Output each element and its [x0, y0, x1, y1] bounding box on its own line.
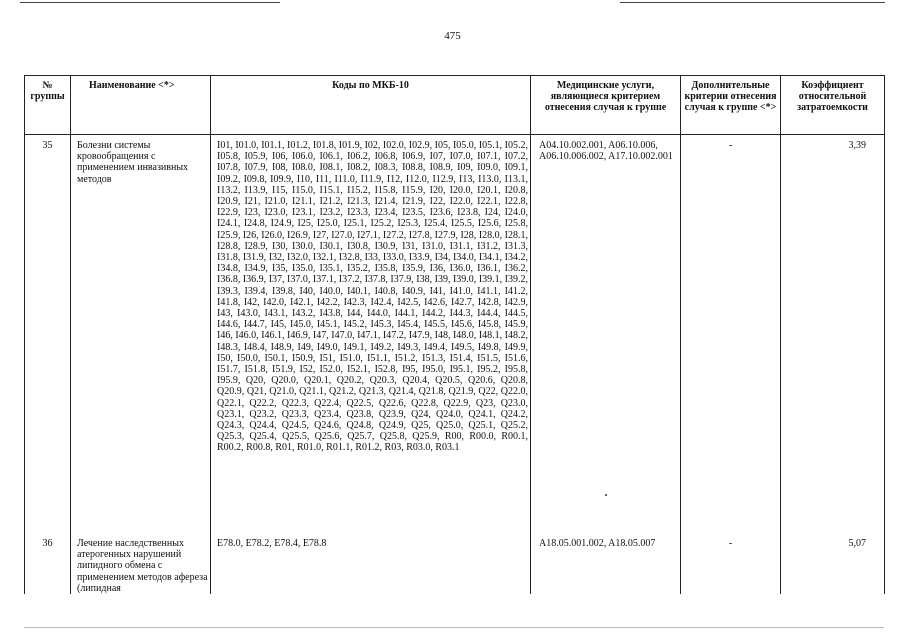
additional-criteria: -: [681, 530, 781, 594]
header-name: Наименование <*>: [71, 76, 211, 135]
cost-coefficient: 3,39: [781, 135, 885, 531]
page-number: 475: [444, 30, 461, 42]
icd-codes: E78.0, E78.2, E78.4, E78.8: [211, 530, 531, 594]
top-edge-line-right: [620, 2, 885, 3]
medical-services: A18.05.001.002, A18.05.007: [531, 530, 681, 594]
icd-codes: I01, I01.0, I01.1, I01.2, I01.8, I01.9, I02, I02.0, I02.9, I05, I05.0, I05.1, I05.2, I05.8, I05.9, I06, I06.0, I06.1, I06.2, I06.8, I06.9, I07, I07.0, I07.1, I07.2, I07.8, I07.9, I08, I08.0, I08.1, I08.2, I08.3, I08.8, I08.9, I09, I09.0, I09.1, I09.2, I09.8, I09.9, I10, I11, I11.0, I11.9, I12, I12.0, I12.9, I13, I13.0, I13.1, I13.2, I13.9, I15, I15.0, I15.1, I15.2, I15.8, I15.9, I20, I20.0, I20.1, I20.8, I20.9, I21, I21.0, I21.1, I21.2, I21.3, I21.4, I21.9, I22, I22.0, I22.1, I22.8, I22.9, I23, I23.0, I23.1, I23.2, I23.3, I23.4, I23.5, I23.6, I23.8, I24, I24.0, I24.1, I24.8, I24.9, I25, I25.0, I25.1, I25.2, I25.3, I25.4, I25.5, I25.6, I25.8, I25.9, I26, I26.0, I26.9, I27, I27.0, I27.1, I27.2, I27.8, I27.9, I28, I28.0, I28.1, I28.8, I28.9, I30, I30.0, I30.1, I30.8, I30.9, I31, I31.0, I31.1, I31.2, I31.3, I31.8, I31.9, I32, I32.0, I32.1, I32.8, I33, I33.0, I33.9, I34, I34.0, I34.1, I34.2, I34.8, I34.9, I35, I35.0, I35.1, I35.2, I35.8, I35.9, I36, I36.0, I36.1, I36.2, I36.8, I36.9, I37, I37.0, I37.1, I37.2, I37.8, I37.9, I38, I39, I39.0, I39.1, I39.2, I39.3, I39.4, I39.8, I40, I40.0, I40.1, I40.8, I40.9, I41, I41.0, I41.1, I41.2, I41.8, I42, I42.0, I42.1, I42.2, I42.3, I42.4, I42.5, I42.6, I42.7, I42.8, I42.9, I43, I43.0, I43.1, I43.2, I43.8, I44, I44.0, I44.1, I44.2, I44.3, I44.4, I44.5, I44.6, I44.7, I45, I45.0, I45.1, I45.2, I45.3, I45.4, I45.5, I45.6, I45.8, I45.9, I46, I46.0, I46.1, I46.9, I47, I47.0, I47.1, I47.2, I47.9, I48, I48.0, I48.1, I48.2, I48.3, I48.4, I48.9, I49, I49.0, I49.1, I49.2, I49.3, I49.4, I49.5, I49.8, I49.9, I50, I50.0, I50.1, I50.9, I51, I51.0, I51.1, I51.2, I51.3, I51.4, I51.5, I51.6, I51.7, I51.8, I51.9, I52, I52.0, I52.1, I52.8, I95, I95.0, I95.1, I95.2, I95.8, I95.9, Q20, Q20.0, Q20.1, Q20.2, Q20.3, Q20.4, Q20.5, Q20.6, Q20.8, Q20.9, Q21, Q21.0, Q21.1, Q21.2, Q21.3, Q21.4, Q21.8, Q21.9, Q22, Q22.0, Q22.1, Q22.2, Q22.3, Q22.4, Q22.5, Q22.6, Q22.8, Q22.9, Q23, Q23.0, Q23.1, Q23.2, Q23.3, Q23.4, Q23.8, Q23.9, Q24, Q24.0, Q24.1, Q24.2, Q24.3, Q24.4, Q24.5, Q24.6, Q24.8, Q24.9, Q25, Q25.0, Q25.1, Q25.2, Q25.3, Q25.4, Q25.5, Q25.6, Q25.7, Q25.8, Q25.9, R00, R00.0, R00.1, R00.2, R00.8, R01, R01.0, R01.1, R01.2, R03, R03.0, R03.1: [211, 135, 531, 531]
header-group-no: № группы: [25, 76, 71, 135]
table-row: [25, 135, 885, 531]
header-coef: Коэффициент относительной затратоемкости: [781, 76, 885, 135]
additional-criteria: -: [681, 135, 781, 531]
group-name: Болезни системы кровообращения с применением инвазивных методов: [71, 135, 211, 531]
cost-coefficient: 5,07: [781, 530, 885, 594]
group-number: 36: [25, 530, 71, 594]
header-codes: Коды по МКБ-10: [211, 76, 531, 135]
ksg-table: [24, 75, 885, 594]
bottom-edge-line: [24, 627, 884, 629]
header-criteria: Дополнительные критерии отнесения случая к группе <*>: [681, 76, 781, 135]
scan-speck: [605, 494, 607, 496]
group-number: 35: [25, 135, 71, 531]
group-name: Лечение наследственных атерогенных нарушений липидного обмена с применением методов афереза (липидная: [71, 530, 211, 594]
header-services: Медицинские услуги, являющиеся критерием отнесения случая к группе: [531, 76, 681, 135]
table-row: [25, 530, 885, 594]
medical-services: A04.10.002.001, A06.10.006, A06.10.006.002, A17.10.002.001: [531, 135, 681, 531]
table-header-row: [25, 76, 885, 135]
top-edge-line: [20, 2, 280, 3]
